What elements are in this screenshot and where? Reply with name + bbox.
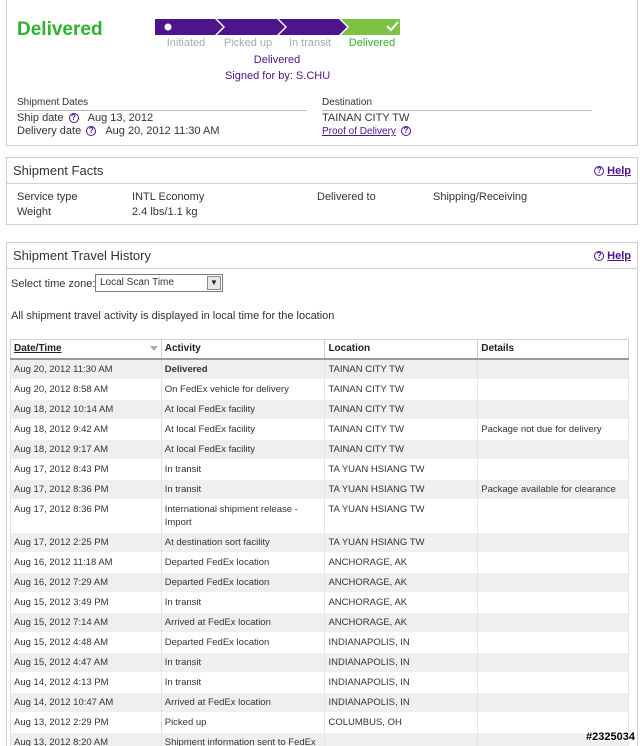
status-heading: Delivered bbox=[17, 19, 103, 40]
table-row bbox=[11, 652, 629, 672]
table-row bbox=[11, 712, 629, 732]
cell-date-time: Aug 15, 2012 4:47 AM bbox=[11, 652, 162, 672]
service-type-value: INTL Economy bbox=[132, 191, 205, 203]
destination-heading: Destination bbox=[322, 97, 592, 111]
cell-location: TA YUAN HSIANG TW bbox=[325, 479, 478, 499]
shipment-facts-header bbox=[7, 158, 637, 184]
cell-details bbox=[478, 672, 629, 692]
shipment-dates-heading: Shipment Dates bbox=[17, 97, 307, 111]
cell-date-time: Aug 18, 2012 9:42 AM bbox=[11, 419, 162, 439]
delivered-to-value: Shipping/Receiving bbox=[433, 191, 528, 203]
cell-activity: Arrived at FedEx location bbox=[161, 612, 325, 632]
table-row bbox=[11, 732, 629, 746]
cell-activity: Shipment information sent to FedEx bbox=[161, 732, 325, 746]
weight-value: 2.4 lbs/1.1 kg bbox=[132, 206, 198, 218]
help-icon: ? bbox=[594, 251, 604, 261]
travel-history-header bbox=[7, 243, 637, 269]
image-watermark: #2325034 bbox=[586, 731, 635, 743]
cell-location: INDIANAPOLIS, IN bbox=[325, 652, 478, 672]
service-type-label: Service type bbox=[17, 191, 78, 203]
cell-date-time: Aug 16, 2012 7:29 AM bbox=[11, 572, 162, 592]
cell-details bbox=[478, 499, 629, 532]
progress-step-in-transit bbox=[279, 19, 347, 35]
help-label: Help bbox=[607, 250, 631, 262]
cell-date-time: Aug 17, 2012 8:36 PM bbox=[11, 499, 162, 532]
help-link[interactable] bbox=[592, 165, 631, 177]
cell-activity: Departed FedEx location bbox=[161, 572, 325, 592]
time-zone-label: Select time zone: bbox=[11, 278, 96, 290]
cell-location: ANCHORAGE, AK bbox=[325, 612, 478, 632]
table-row bbox=[11, 612, 629, 632]
sort-descending-icon bbox=[150, 346, 158, 351]
chevron-down-icon[interactable]: ▼ bbox=[207, 276, 221, 290]
cell-date-time: Aug 18, 2012 10:14 AM bbox=[11, 399, 162, 419]
cell-location: INDIANAPOLIS, IN bbox=[325, 672, 478, 692]
column-header-label: Date/Time bbox=[14, 343, 62, 355]
table-row bbox=[11, 632, 629, 652]
column-header-activity: Activity bbox=[161, 340, 325, 359]
cell-details bbox=[478, 439, 629, 459]
table-row bbox=[11, 499, 629, 532]
travel-history-panel bbox=[6, 242, 638, 746]
ship-date-value: Aug 13, 2012 bbox=[87, 112, 154, 124]
cell-location: TAINAN CITY TW bbox=[325, 359, 478, 380]
column-header-details: Details bbox=[478, 340, 629, 359]
cell-activity: In transit bbox=[161, 459, 325, 479]
cell-activity: At destination sort facility bbox=[161, 532, 325, 552]
cell-activity: At local FedEx facility bbox=[161, 439, 325, 459]
ship-date-row bbox=[17, 112, 153, 124]
cell-location: COLUMBUS, OH bbox=[325, 712, 478, 732]
cell-activity: At local FedEx facility bbox=[161, 419, 325, 439]
cell-activity: Departed FedEx location bbox=[161, 552, 325, 572]
delivery-date-label: Delivery date bbox=[17, 125, 82, 137]
help-icon[interactable]: ? bbox=[401, 126, 411, 136]
cell-details bbox=[478, 632, 629, 652]
cell-location: TA YUAN HSIANG TW bbox=[325, 459, 478, 479]
cell-activity: Delivered bbox=[161, 359, 325, 380]
cell-location: TAINAN CITY TW bbox=[325, 439, 478, 459]
cell-location: TA YUAN HSIANG TW bbox=[325, 499, 478, 532]
cell-date-time: Aug 13, 2012 2:29 PM bbox=[11, 712, 162, 732]
cell-date-time: Aug 17, 2012 2:25 PM bbox=[11, 532, 162, 552]
cell-location: INDIANAPOLIS, IN bbox=[325, 632, 478, 652]
cell-details bbox=[478, 532, 629, 552]
table-row bbox=[11, 532, 629, 552]
table-header-row bbox=[11, 340, 629, 359]
step-label-delivered: Delivered bbox=[348, 37, 396, 49]
cell-location: TAINAN CITY TW bbox=[325, 419, 478, 439]
cell-location: ANCHORAGE, AK bbox=[325, 592, 478, 612]
step-label-picked-up: Picked up bbox=[223, 37, 273, 49]
cell-activity: In transit bbox=[161, 652, 325, 672]
shipment-summary-panel bbox=[6, 0, 638, 146]
cell-activity: In transit bbox=[161, 479, 325, 499]
column-header-date-time[interactable] bbox=[11, 340, 162, 359]
cell-details bbox=[478, 712, 629, 732]
cell-location: TAINAN CITY TW bbox=[325, 379, 478, 399]
cell-date-time: Aug 17, 2012 8:36 PM bbox=[11, 479, 162, 499]
cell-date-time: Aug 15, 2012 7:14 AM bbox=[11, 612, 162, 632]
cell-details bbox=[478, 359, 629, 380]
cell-activity: On FedEx vehicle for delivery bbox=[161, 379, 325, 399]
cell-location: TAINAN CITY TW bbox=[325, 399, 478, 419]
progress-step-picked-up bbox=[217, 19, 285, 35]
signed-for: Signed for by: S.CHU bbox=[225, 70, 331, 82]
help-icon[interactable]: ? bbox=[86, 126, 96, 136]
progress-step-delivered bbox=[341, 19, 400, 35]
step-label-initiated: Initiated bbox=[166, 37, 206, 49]
cell-location bbox=[325, 732, 478, 746]
proof-of-delivery-row bbox=[322, 125, 413, 137]
progress-bar bbox=[155, 19, 400, 35]
table-row bbox=[11, 419, 629, 439]
table-row bbox=[11, 379, 629, 399]
cell-activity: International shipment release - Import bbox=[161, 499, 325, 532]
progress-tracker bbox=[155, 19, 400, 35]
cell-details bbox=[478, 612, 629, 632]
cell-details bbox=[478, 692, 629, 712]
cell-date-time: Aug 15, 2012 4:48 AM bbox=[11, 632, 162, 652]
table-row bbox=[11, 399, 629, 419]
cell-date-time: Aug 13, 2012 8:20 AM bbox=[11, 732, 162, 746]
cell-details bbox=[478, 652, 629, 672]
delivery-date-row bbox=[17, 125, 220, 137]
cell-date-time: Aug 20, 2012 8:58 AM bbox=[11, 379, 162, 399]
table-row bbox=[11, 592, 629, 612]
cell-details bbox=[478, 379, 629, 399]
time-zone-select[interactable] bbox=[95, 274, 223, 292]
cell-activity: In transit bbox=[161, 592, 325, 612]
help-icon: ? bbox=[594, 166, 604, 176]
help-link[interactable] bbox=[592, 250, 631, 262]
cell-details bbox=[478, 572, 629, 592]
delivered-to-label: Delivered to bbox=[317, 191, 376, 203]
status-text: Delivered bbox=[253, 54, 301, 66]
table-row bbox=[11, 552, 629, 572]
cell-activity: Picked up bbox=[161, 712, 325, 732]
cell-details bbox=[478, 552, 629, 572]
cell-date-time: Aug 15, 2012 3:49 PM bbox=[11, 592, 162, 612]
column-header-location: Location bbox=[325, 340, 478, 359]
table-row bbox=[11, 572, 629, 592]
cell-date-time: Aug 14, 2012 10:47 AM bbox=[11, 692, 162, 712]
table-row bbox=[11, 692, 629, 712]
travel-history-table bbox=[10, 339, 629, 746]
cell-location: TA YUAN HSIANG TW bbox=[325, 532, 478, 552]
cell-activity: In transit bbox=[161, 672, 325, 692]
panel-title: Shipment Travel History bbox=[13, 248, 151, 263]
shipment-facts-panel bbox=[6, 157, 638, 225]
local-time-note: All shipment travel activity is displayed in local time for the location bbox=[11, 310, 335, 322]
cell-date-time: Aug 17, 2012 8:43 PM bbox=[11, 459, 162, 479]
table-row bbox=[11, 359, 629, 380]
weight-label: Weight bbox=[17, 206, 52, 218]
delivery-date-value: Aug 20, 2012 11:30 AM bbox=[105, 125, 220, 137]
help-label: Help bbox=[607, 165, 631, 177]
cell-details bbox=[478, 399, 629, 419]
panel-title: Shipment Facts bbox=[13, 163, 104, 178]
cell-details: Package not due for delivery bbox=[478, 419, 629, 439]
cell-details bbox=[478, 592, 629, 612]
cell-date-time: Aug 16, 2012 11:18 AM bbox=[11, 552, 162, 572]
proof-of-delivery-link[interactable]: Proof of Delivery bbox=[322, 126, 396, 137]
progress-start-dot bbox=[165, 24, 172, 31]
cell-details bbox=[478, 459, 629, 479]
step-label-in-transit: In transit bbox=[288, 37, 332, 49]
destination-value: TAINAN CITY TW bbox=[322, 112, 410, 124]
cell-date-time: Aug 18, 2012 9:17 AM bbox=[11, 439, 162, 459]
cell-location: INDIANAPOLIS, IN bbox=[325, 692, 478, 712]
time-zone-value: Local Scan Time bbox=[100, 277, 174, 288]
cell-location: ANCHORAGE, AK bbox=[325, 572, 478, 592]
table-row bbox=[11, 479, 629, 499]
cell-activity: Arrived at FedEx location bbox=[161, 692, 325, 712]
cell-activity: Departed FedEx location bbox=[161, 632, 325, 652]
cell-details: Package available for clearance bbox=[478, 479, 629, 499]
travel-history-rows bbox=[11, 359, 629, 746]
cell-date-time: Aug 20, 2012 11:30 AM bbox=[11, 359, 162, 380]
table-row bbox=[11, 439, 629, 459]
cell-location: ANCHORAGE, AK bbox=[325, 552, 478, 572]
ship-date-label: Ship date bbox=[17, 112, 64, 124]
cell-date-time: Aug 14, 2012 4:13 PM bbox=[11, 672, 162, 692]
table-row bbox=[11, 459, 629, 479]
cell-activity: At local FedEx facility bbox=[161, 399, 325, 419]
help-icon[interactable]: ? bbox=[69, 113, 79, 123]
table-row bbox=[11, 672, 629, 692]
